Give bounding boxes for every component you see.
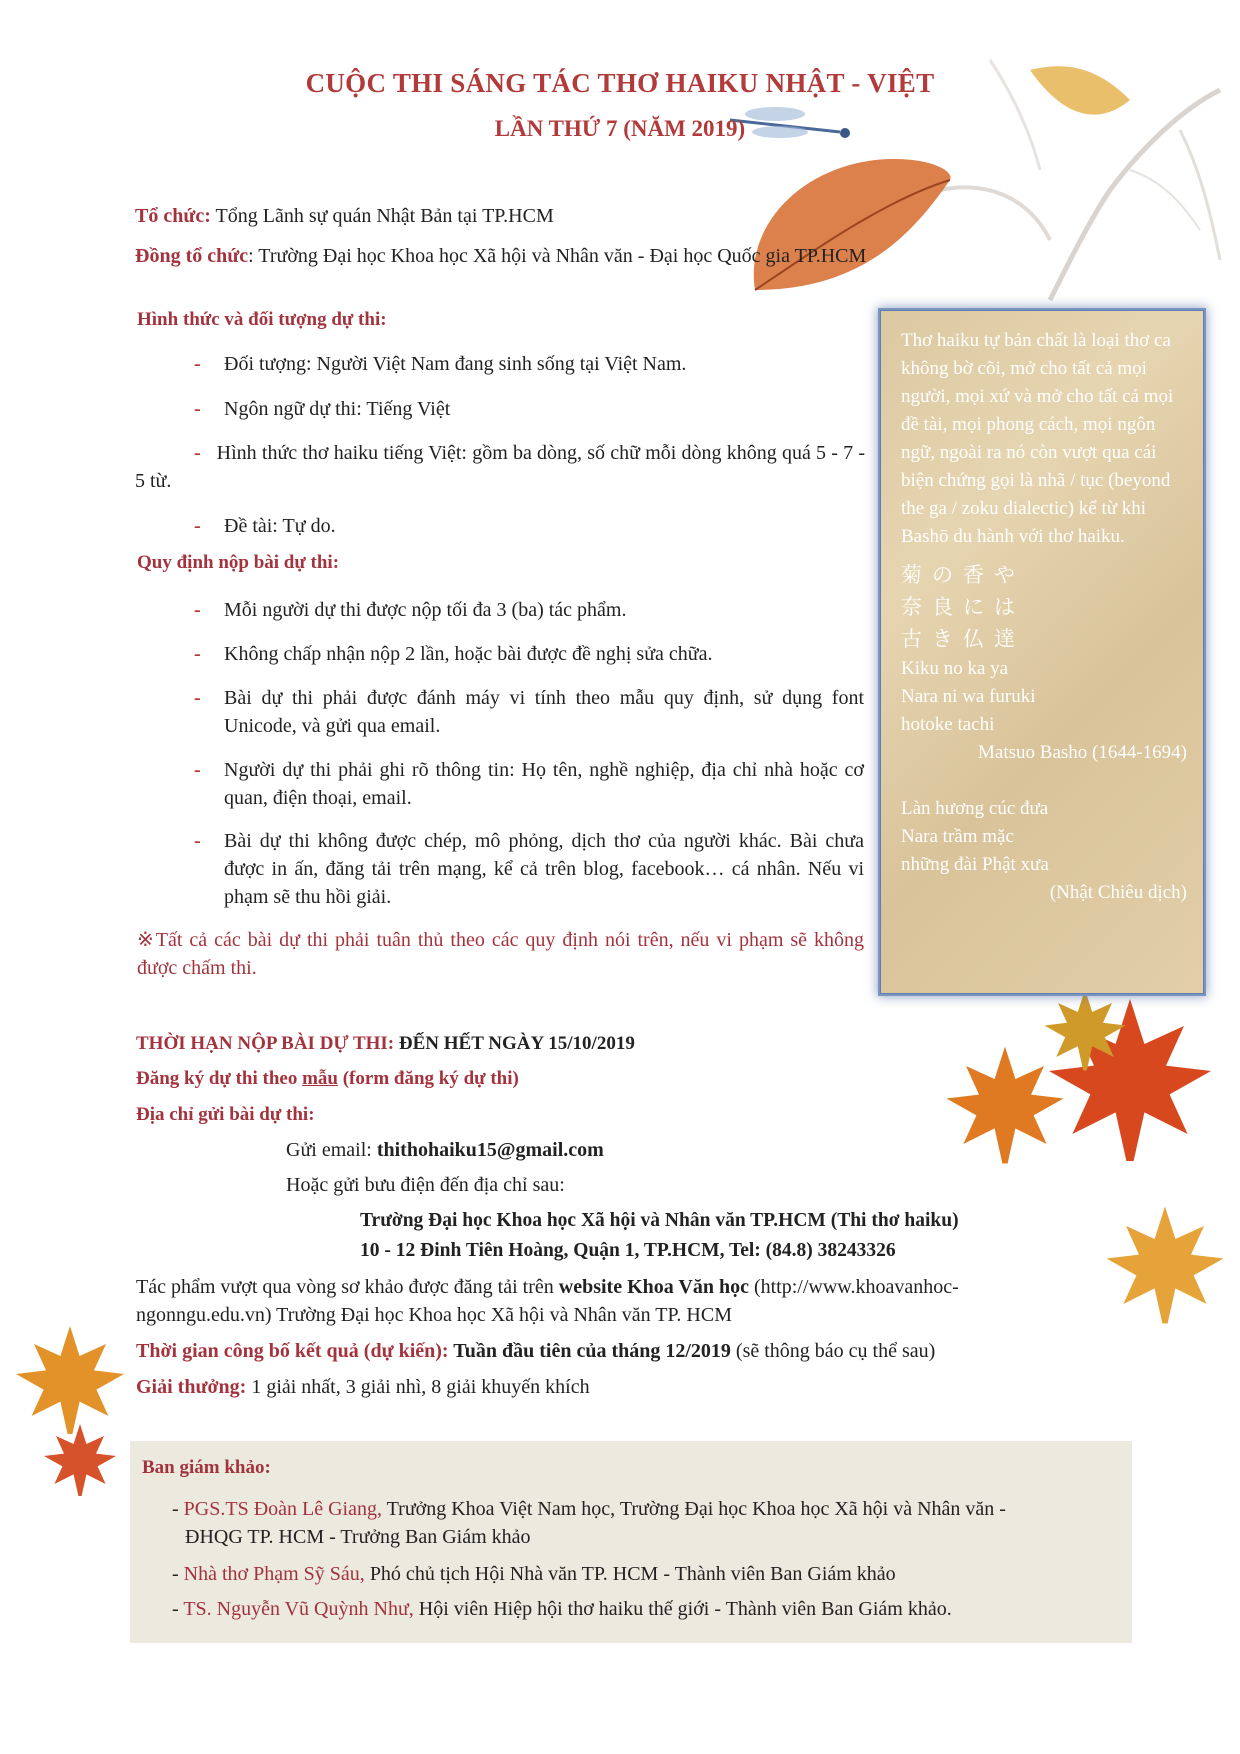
document-subtitle: LẦN THỨ 7 (NĂM 2019) — [494, 116, 746, 141]
postal-address-line1: Trường Đại học Khoa học Xã hội và Nhân văn TP.HCM (Thi thơ haiku) — [360, 1210, 959, 1231]
haiku-vn-line: Nara trầm mặc — [901, 826, 1014, 847]
email-prefix: Gửi email: — [286, 1139, 377, 1161]
publish-line2: ngonngu.edu.vn) Trường Đại học Khoa học Xã hội và Nhân văn TP. HCM — [136, 1304, 732, 1326]
register-line — [136, 1068, 519, 1090]
dash-bullet: - — [194, 643, 201, 665]
rules-section-heading: Quy định nộp bài dự thi: — [137, 552, 340, 573]
results-label: Thời gian công bố kết quả (dự kiến): — [136, 1340, 449, 1362]
judge-name: TS. Nguyễn Vũ Quỳnh Như, — [183, 1598, 414, 1620]
deadline-value: ĐẾN HẾT NGÀY 15/10/2019 — [394, 1033, 635, 1054]
co-organizer-value: : Trường Đại học Khoa học Xã hội và Nhân văn - Đại học Quốc gia TP.HCM — [248, 245, 867, 267]
address-heading: Địa chỉ gửi bài dự thi: — [136, 1104, 315, 1125]
co-organizer-label: Đồng tổ chức — [135, 245, 249, 267]
dash-bullet: - — [194, 599, 201, 621]
judge-name: PGS.TS Đoàn Lê Giang, — [183, 1498, 382, 1520]
rules-note: ※Tất cả các bài dự thi phải tuân thủ theo các quy định nói trên, nếu vi phạm sẽ không được chấm thi. — [137, 929, 864, 979]
list-item-text: Mỗi người dự thi được nộp tối đa 3 (ba) tác phẩm. — [224, 599, 627, 621]
list-item-text: Không chấp nhận nộp 2 lần, hoặc bài được đề nghị sửa chữa. — [224, 643, 713, 665]
deadline-line — [136, 1033, 635, 1055]
maple-leaf-icon — [40, 1420, 120, 1500]
email-line — [286, 1139, 604, 1162]
results-line — [136, 1340, 935, 1363]
judge-desc: Phó chủ tịch Hội Nhà văn TP. HCM - Thành viên Ban Giám khảo — [364, 1563, 896, 1585]
judge-item — [172, 1563, 896, 1586]
register-prefix: Đăng ký dự thi theo — [136, 1068, 303, 1089]
haiku-intro: Thơ haiku tự bản chất là loại thơ ca không bờ cõi, mở cho tất cả mọi người, mọi xứ và mở cho tất cả mọi đề tài, mọi phong cách, mọi ngôn ngữ, ngoài ra nó còn vượt qua cái biện chứng gọi là nhã / tục (beyond the ga / zoku dialectic) kể từ khi Bashō du hành với thơ haiku. — [901, 330, 1174, 547]
haiku-jp-line: 菊の香や — [901, 563, 1025, 587]
list-item-text: Bài dự thi không được chép, mô phỏng, dịch thơ của người khác. Bài chưa được in ấn, đăng tải trên mạng, kể cả trên blog, facebook… cá nhân. Nếu vi phạm sẽ thu hồi giải. — [224, 830, 864, 908]
haiku-romaji-line: Nara ni wa furuki — [901, 686, 1036, 707]
judges-panel — [130, 1441, 1132, 1643]
co-organizer-line — [135, 245, 866, 268]
haiku-jp-line: 奈良には — [901, 595, 1025, 619]
judge-name: Nhà thơ Phạm Sỹ Sáu, — [183, 1563, 365, 1585]
haiku-vn-line: những đài Phật xưa — [901, 854, 1049, 875]
dash-bullet: - — [172, 1498, 184, 1520]
haiku-quote-box — [880, 310, 1204, 994]
haiku-quote-text — [901, 327, 1187, 907]
document-title: CUỘC THI SÁNG TÁC THƠ HAIKU NHẬT - VIỆT — [305, 68, 935, 98]
deadline-label: THỜI HẠN NỘP BÀI DỰ THI: — [136, 1033, 395, 1054]
haiku-author: Matsuo Basho (1644-1694) — [978, 742, 1187, 763]
dash-bullet: - — [194, 398, 201, 420]
website-url-link[interactable]: (http://www.khoavanhoc- — [748, 1276, 959, 1298]
publish-prefix: Tác phẩm vượt qua vòng sơ khảo được đăng tải trên — [136, 1276, 559, 1298]
prizes-line — [136, 1376, 590, 1399]
prizes-label: Giải thưởng: — [136, 1376, 247, 1398]
haiku-translator: (Nhật Chiêu dịch) — [1049, 882, 1187, 903]
registration-form-link[interactable]: mẫu — [302, 1068, 338, 1089]
organizer-value: Tổng Lãnh sự quán Nhật Bản tại TP.HCM — [210, 205, 554, 227]
maple-leaf-icon — [1100, 1200, 1230, 1330]
list-item-text: Bài dự thi phải được đánh máy vi tính theo mẫu quy định, sử dụng font Unicode, và gửi qua email. — [224, 687, 864, 737]
dash-bullet: - — [194, 830, 201, 852]
list-item-text: Người dự thi phải ghi rõ thông tin: Họ tên, nghề nghiệp, địa chỉ nhà hoặc cơ quan, điện thoại, email. — [224, 759, 864, 809]
list-item-text: Ngôn ngữ dự thi: Tiếng Việt — [224, 398, 451, 420]
prizes-value: 1 giải nhất, 3 giải nhì, 8 giải khuyến khích — [246, 1376, 590, 1398]
list-item-text: Đề tài: Tự do. — [224, 515, 336, 537]
publish-website-name: website Khoa Văn học — [558, 1276, 749, 1298]
organizer-line — [135, 205, 554, 228]
publish-line1 — [136, 1276, 959, 1299]
judge-desc: Trưởng Khoa Việt Nam học, Trường Đại học Khoa học Xã hội và Nhân văn - — [382, 1498, 1006, 1520]
dash-bullet: - — [194, 442, 201, 464]
autumn-leaf-icon — [735, 140, 965, 310]
haiku-vn-line: Làn hương cúc đưa — [901, 798, 1049, 819]
results-suffix: (sẽ thông báo cụ thể sau) — [730, 1340, 936, 1362]
dash-bullet: - — [194, 353, 201, 375]
haiku-jp-line: 古き仏達 — [901, 627, 1025, 651]
maple-leaf-icon — [1040, 985, 1130, 1075]
judges-heading: Ban giám khảo: — [142, 1457, 271, 1478]
haiku-romaji-line: Kiku no ka ya — [901, 658, 1009, 679]
register-suffix: (form đăng ký dự thi) — [337, 1068, 519, 1089]
dash-bullet: - — [172, 1598, 184, 1620]
form-section-heading: Hình thức và đối tượng dự thi: — [137, 309, 387, 330]
results-date: Tuần đầu tiên của tháng 12/2019 — [448, 1340, 731, 1362]
dash-bullet: - — [194, 759, 201, 781]
judge-desc-continued: ĐHQG TP. HCM - Trưởng Ban Giám khảo — [185, 1526, 531, 1548]
judge-item — [172, 1598, 952, 1621]
post-line: Hoặc gửi bưu điện đến địa chỉ sau: — [286, 1174, 565, 1196]
postal-address-line2: 10 - 12 Đinh Tiên Hoàng, Quận 1, TP.HCM, Tel: (84.8) 38243326 — [360, 1240, 896, 1261]
list-item-text: Đối tượng: Người Việt Nam đang sinh sống tại Việt Nam. — [224, 353, 687, 375]
dash-bullet: - — [194, 687, 201, 709]
list-item — [135, 439, 865, 495]
organizer-label: Tổ chức: — [135, 205, 211, 227]
dash-bullet: - — [172, 1563, 184, 1585]
dash-bullet: - — [194, 515, 201, 537]
judge-desc: Hội viên Hiệp hội thơ haiku thế giới - Thành viên Ban Giám khảo. — [413, 1598, 952, 1620]
haiku-romaji-line: hotoke tachi — [901, 714, 995, 735]
judge-item — [172, 1498, 1006, 1521]
email-link[interactable]: thithohaiku15@gmail.com — [376, 1139, 604, 1161]
list-item-text: Hình thức thơ haiku tiếng Việt: gồm ba dòng, số chữ mỗi dòng không quá 5 - 7 - 5 từ. — [135, 442, 865, 492]
